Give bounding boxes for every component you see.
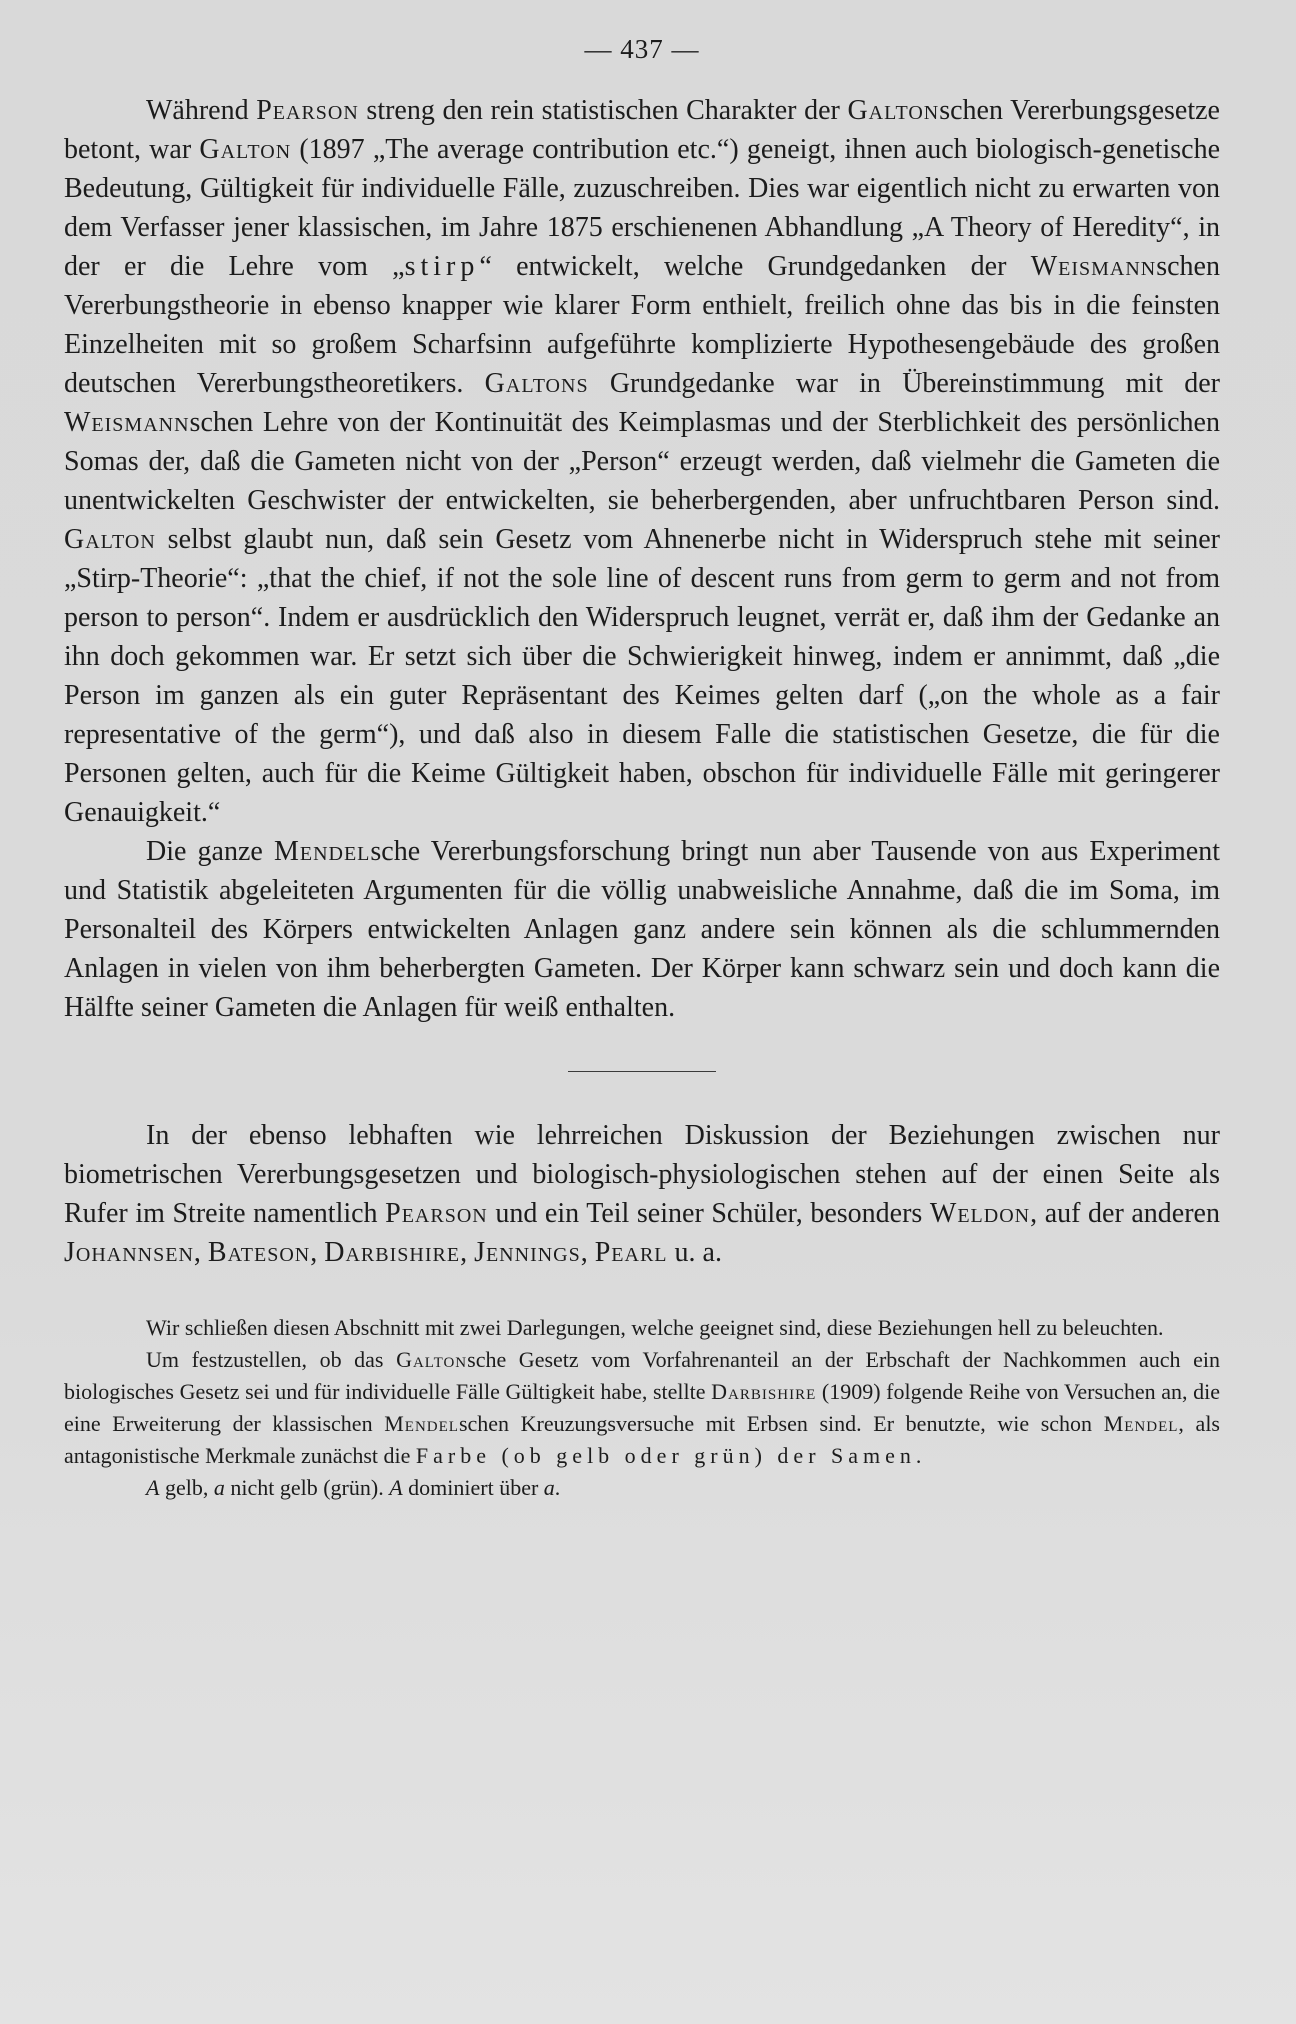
text-run: Grundgedanke war in Übereinstimmung mit der [588,368,1220,399]
small-caps-name: Bateson [207,1237,311,1268]
text-run: Die ganze [146,836,274,867]
small-caps-name: Weismann [64,407,190,438]
text-run: “ entwickelt, welche Grundgedanken der [479,251,1031,282]
text-run: In der ebenso lebhaften wie lehrreichen Diskussion der Beziehungen zwischen nur biometrischen Vererbungsgesetzen und biologisch-physiologischen stehen auf der einen Seite als Rufer im Streite namentlich [64,1120,1220,1229]
small-caps-name: Mendel [273,836,371,867]
small-caps-name: Mendel [1103,1411,1179,1436]
italic-symbol: A [146,1475,160,1500]
small-caps-name: Pearson [256,95,359,126]
spaced-text: Farbe (ob gelb oder grün) der Samen. [415,1443,927,1468]
paragraph [64,1116,1220,1272]
text-run: selbst glaubt nun, daß sein Gesetz vom Ahnenerbe nicht in Widerspruch stehe mit seiner „Stirp-Theorie“: „that the chief, if not the sole line of descent runs from germ to germ and not from person to person“. Indem er ausdrücklich den Widerspruch leugnet, verrät er, daß ihm der Gedanke an ihn doch gekommen war. Er setzt sich über die Schwierigkeit hinweg, indem er annimmt, daß „die Person im ganzen als ein guter Repräsentant des Keimes gelten darf („on the whole as a fair representative of the germ“), und daß also in diesem Falle die statistischen Gesetze, die für die Personen gelten, auch für die Keime Gültigkeit haben, obschon für individuelle Fälle mit geringerer Genauigkeit.“ [64,524,1220,828]
text-run: und ein Teil seiner Schüler, besonders [487,1198,930,1229]
text-run: , auf der anderen [1030,1198,1220,1229]
text-run: , [460,1237,475,1268]
text-run: schen Lehre von der Kontinuität des Keimplasmas und der Sterblichkeit des persönlichen Somas der, daß die Gameten nicht von der „Person“ erzeugt werden, daß vielmehr die Gameten die unentwickelten Geschwister der entwickelten, sie beherbergenden, aber unfruchtbaren Person sind. [64,407,1220,516]
small-caps-name: Galton [396,1347,468,1372]
text-run: streng den rein statistischen Charakter der [358,95,848,126]
spaced-text: stirp [404,251,480,282]
text-run: (1897 „The average contribution etc.“) geneigt, ihnen auch biologisch-genetische Bedeutung, Gültigkeit für individuelle Fälle, zuzuschreiben. Dies war eigentlich nicht zu erwarten von dem Verfasser jener klassischen, im Jahre 1875 erschienenen Abhandlung „A Theory of Heredity“, in der er die Lehre vom „ [64,134,1221,282]
small-caps-name: Galton [64,524,156,555]
italic-symbol: a [213,1475,225,1500]
text-run: . [554,1475,561,1500]
small-caps-name: Galtons [484,368,589,399]
text-run: Wir schließen diesen Abschnitt mit zwei Darlegungen, welche geeignet sind, diese Beziehungen hell zu beleuchten. [146,1315,1164,1340]
text-run: u. a. [667,1237,722,1268]
small-caps-name: Galton [847,95,940,126]
text-run: Während [146,95,257,126]
small-paragraph [64,1312,1220,1344]
small-caps-name: Johannsen [64,1237,194,1268]
text-run: sche Gesetz vom Vorfahrenanteil an der Erbschaft der Nachkommen auch ein biologisches Gesetz sei und für individuelle Fälle Gültigkeit habe, stellte [64,1347,1220,1404]
small-print-section [64,1312,1220,1504]
text-run: gelb, [159,1475,214,1500]
text-run: , [310,1237,325,1268]
paragraph [64,91,1220,832]
text-run: , [580,1237,595,1268]
section-divider [568,1071,716,1072]
paragraph [64,832,1220,1027]
text-run: sche Vererbungsforschung bringt nun aber Tausende von aus Experiment und Statistik abgeleiteten Argumenten für die völlig unabweisliche Annahme, daß die im Soma, im Personalteil des Körpers entwickelten Anlagen ganz andere sein können als die schlummernden Anlagen in vielen von ihm beherbergten Gameten. Der Körper kann schwarz sein und doch kann die Hälfte seiner Gameten die Anlagen für weiß enthalten. [64,836,1220,1023]
small-caps-name: Mendel [384,1411,459,1436]
small-caps-name: Pearson [385,1198,488,1229]
small-paragraph [64,1472,1220,1504]
text-run: , als antagonistische Merkmale zunächst die [64,1411,1220,1468]
text-run: Um festzustellen, ob das [146,1347,397,1372]
italic-symbol: A [389,1475,403,1500]
text-run: (1909) folgende Reihe von Versuchen an, die eine Erweiterung der klassischen [64,1379,1220,1436]
page-number: — 437 — [584,34,700,64]
text-run: nicht gelb (grün). [224,1475,390,1500]
main-text [64,91,1220,1272]
small-caps-name: Darbishire [711,1379,817,1404]
text-run: dominiert über [402,1475,544,1500]
small-caps-name: Weldon [929,1198,1031,1229]
text-run: schen Kreuzungsversuche mit Erbsen sind. Er benutzte, wie schon [458,1411,1104,1436]
text-run: schen Vererbungsgesetze betont, war [64,95,1220,165]
small-paragraph [64,1344,1220,1472]
small-caps-name: Galton [199,134,292,165]
text-run: , [193,1237,208,1268]
italic-symbol: a [543,1475,555,1500]
small-caps-name: Jennings [474,1237,581,1268]
small-caps-name: Darbishire [324,1237,461,1268]
small-caps-name: Pearl [594,1237,668,1268]
small-caps-name: Weismann [1030,251,1157,282]
text-run: schen Vererbungstheorie in ebenso knapper wie klarer Form enthielt, freilich ohne das bis in die feinsten Einzelheiten mit so großem Scharfsinn aufgeführte komplizierte Hypothesengebäude des großen deutschen Vererbungstheoretikers. [64,251,1220,399]
